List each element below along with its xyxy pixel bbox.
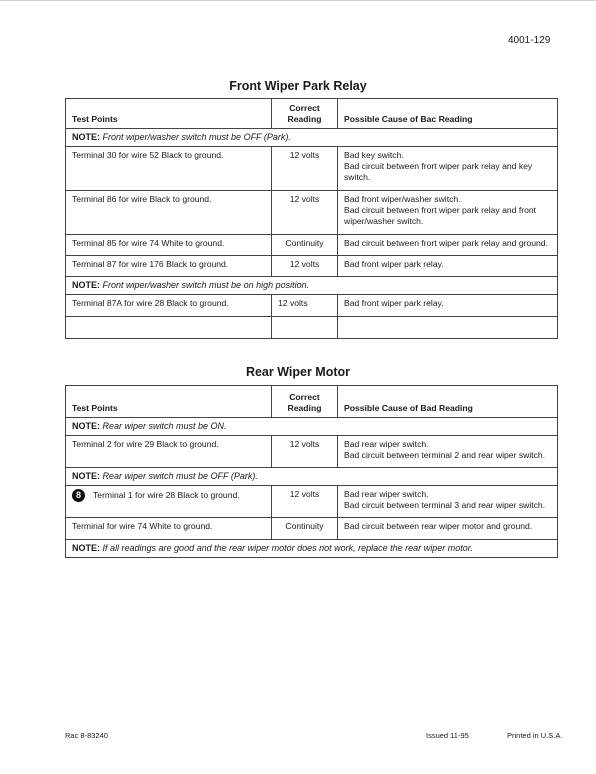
note-label: NOTE: [72, 543, 100, 553]
test-point: Terminal 85 for wire 74 White to ground. [66, 235, 272, 256]
table-row [66, 486, 558, 518]
table-row [66, 147, 558, 191]
note-text: Front wiper/washer switch must be on high position. [102, 280, 310, 290]
page-number: 4001-129 [508, 35, 551, 46]
header-possible-cause: Possible Cause of Bac Reading [338, 99, 558, 129]
cause-line: Bad circuit between frort wiper park relay and key switch. [344, 161, 533, 182]
empty-cell [272, 317, 338, 339]
correct-reading: Continuity [272, 235, 338, 256]
note-label: NOTE: [72, 421, 100, 431]
note-cell [66, 129, 558, 147]
note-text: Rear wiper switch must be ON. [102, 421, 227, 431]
note-text: Front wiper/washer switch must be OFF (Park). [102, 132, 291, 142]
rear-wiper-title: Rear Wiper Motor [245, 365, 351, 379]
note-row [66, 129, 558, 147]
note-label: NOTE: [72, 471, 100, 481]
step-number-badge: 8 [72, 489, 85, 502]
footer-printed: Printed in U.S.A. [507, 731, 563, 740]
header-test-points: Test Points [66, 99, 272, 129]
table-row [66, 235, 558, 256]
note-cell [66, 418, 558, 436]
cause-line: Bad front wiper/washer switch. [344, 194, 461, 204]
cause-line: Bad rear wiper switch. [344, 439, 429, 449]
cause-line: Bad circuit between terminal 2 and rear wiper switch. [344, 450, 546, 460]
table-row [66, 518, 558, 540]
possible-cause: Bad front wiper park relay. [338, 295, 558, 317]
table-row [66, 191, 558, 235]
table-row [66, 436, 558, 468]
test-point: Terminal 30 for wire 52 Black to ground. [66, 147, 272, 191]
possible-cause: Bad circuit between frort wiper park relay and ground. [338, 235, 558, 256]
correct-reading: 12 volts [272, 486, 338, 518]
possible-cause [338, 147, 558, 191]
note-text: Rear wiper switch must be OFF (Park). [102, 471, 258, 481]
correct-reading: 12 volts [272, 436, 338, 468]
rear-wiper-table [65, 385, 558, 558]
header-correct-reading: Correct Reading [272, 386, 338, 418]
empty-cell [338, 317, 558, 339]
table-row [66, 256, 558, 277]
table-header-row [66, 386, 558, 418]
cause-line: Bad rear wiper switch. [344, 489, 429, 499]
test-point-text: Terminal 1 for wire 28 Black to ground. [93, 489, 240, 500]
test-point: Terminal 2 for wire 29 Black to ground. [66, 436, 272, 468]
header-test-points: Test Points [66, 386, 272, 418]
cause-line: Bad circuit between terminal 3 and rear wiper switch. [344, 500, 546, 510]
note-label: NOTE: [72, 280, 100, 290]
note-row [66, 468, 558, 486]
note-label: NOTE: [72, 132, 100, 142]
empty-cell [66, 317, 272, 339]
cause-line: Bad circuit between frort wiper park relay and front wiper/washer switch. [344, 205, 537, 226]
header-correct-reading: Correct Reading [272, 99, 338, 129]
possible-cause [338, 436, 558, 468]
correct-reading: Continuity [272, 518, 338, 540]
test-point [66, 486, 272, 518]
table-header-row [66, 99, 558, 129]
footer-issued: Issued 11-95 [426, 731, 469, 740]
test-point: Terminal for wire 74 White to ground. [66, 518, 272, 540]
note-row [66, 540, 558, 558]
header-possible-cause: Possible Cause of Bad Reading [338, 386, 558, 418]
note-row [66, 418, 558, 436]
test-point: Terminal 86 for wire Black to ground. [66, 191, 272, 235]
possible-cause: Bad circuit between rear wiper motor and ground. [338, 518, 558, 540]
table-row [66, 295, 558, 317]
cause-line: Bad key switch. [344, 150, 404, 160]
note-text: If all readings are good and the rear wiper motor does not work, replace the rear wiper motor. [102, 543, 473, 553]
test-point: Terminal 87 for wire 176 Black to ground. [66, 256, 272, 277]
front-wiper-title: Front Wiper Park Relay [229, 79, 367, 93]
correct-reading: 12 volts [272, 256, 338, 277]
correct-reading: 12 volts [272, 147, 338, 191]
possible-cause: Bad front wiper park relay. [338, 256, 558, 277]
top-border [0, 0, 596, 1]
note-cell [66, 468, 558, 486]
possible-cause [338, 486, 558, 518]
correct-reading: 12 volts [272, 295, 338, 317]
note-row [66, 277, 558, 295]
front-wiper-table [65, 98, 558, 339]
possible-cause [338, 191, 558, 235]
correct-reading: 12 volts [272, 191, 338, 235]
table-row-empty [66, 317, 558, 339]
note-cell [66, 277, 558, 295]
note-cell [66, 540, 558, 558]
test-point: Terminal 87A for wire 28 Black to ground. [66, 295, 272, 317]
footer-document-number: Rac 8-83240 [65, 731, 108, 740]
